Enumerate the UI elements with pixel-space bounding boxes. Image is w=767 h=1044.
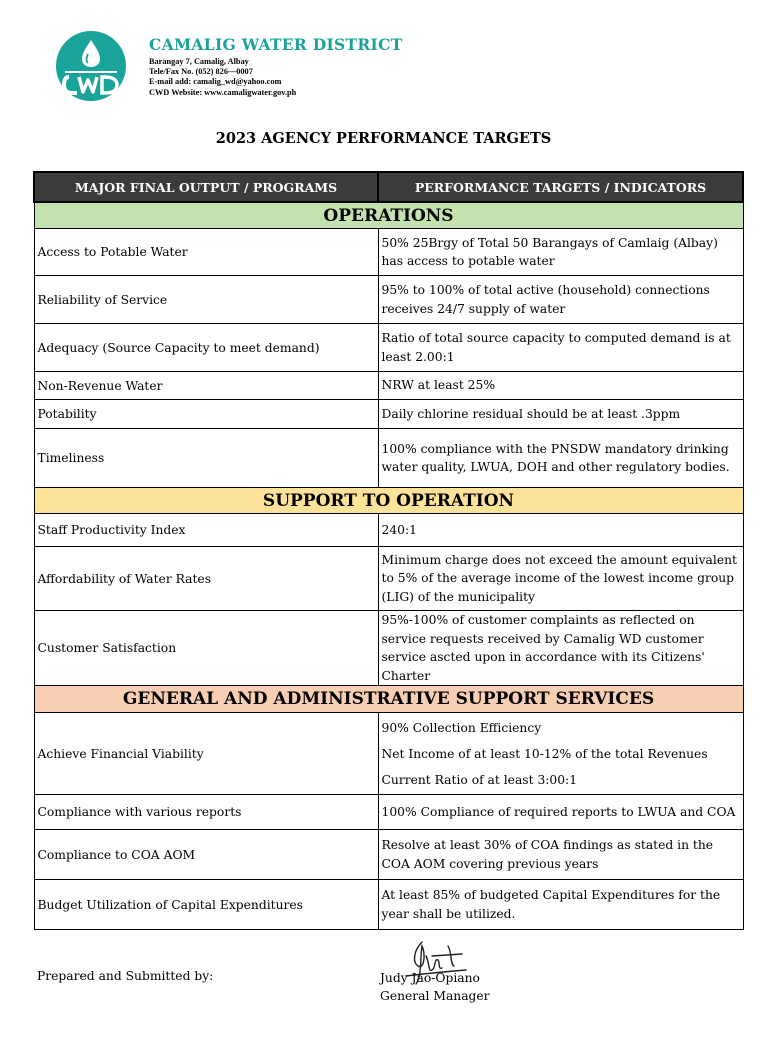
signer-title: General Manager bbox=[380, 989, 490, 1003]
program-cell: Achieve Financial Viability bbox=[34, 713, 378, 795]
signer-block bbox=[380, 969, 490, 1005]
table-row bbox=[34, 372, 743, 400]
cwd-logo-icon bbox=[55, 30, 127, 102]
table-row bbox=[34, 429, 743, 488]
section-row-support-to-operation bbox=[34, 488, 743, 514]
target-cell: 100% Compliance of required reports to LWUA and COA bbox=[378, 795, 743, 830]
org-website: CWD Website: www.camaligwater.gov.ph bbox=[149, 87, 297, 97]
table-row bbox=[34, 400, 743, 429]
target-cell: At least 85% of budgeted Capital Expenditures for the year shall be utilized. bbox=[378, 880, 743, 930]
target-cell: 95%-100% of customer complaints as reflected on service requests received by Camalig WD customer service ascted upon in accordance with its Citizens' Charter bbox=[378, 611, 743, 686]
program-cell: Non-Revenue Water bbox=[34, 372, 378, 400]
target-line: 90% Collection Efficiency bbox=[381, 720, 542, 735]
org-address: Barangay 7, Camalig, Albay bbox=[149, 57, 249, 66]
org-name: CAMALIG WATER DISTRICT bbox=[149, 35, 403, 54]
program-cell: Compliance with various reports bbox=[34, 795, 378, 830]
table-row bbox=[34, 547, 743, 611]
table-row bbox=[34, 324, 743, 372]
target-cell: NRW at least 25% bbox=[378, 372, 743, 400]
target-cell: 95% to 100% of total active (household) connections receives 24/7 supply of water bbox=[378, 276, 743, 324]
prepared-by-label: Prepared and Submitted by: bbox=[37, 969, 214, 983]
org-telefax: Tele/Fax No. (052) 826—0007 bbox=[149, 67, 253, 77]
signer-name: Judy Jao-Opiano bbox=[380, 971, 480, 985]
program-cell: Potability bbox=[34, 400, 378, 429]
section-title: SUPPORT TO OPERATION bbox=[34, 488, 743, 514]
target-cell: 50% 25Brgy of Total 50 Barangays of Camlaig (Albay) has access to potable water bbox=[378, 229, 743, 276]
section-title: OPERATIONS bbox=[34, 202, 743, 229]
table-header-row bbox=[34, 172, 743, 202]
section-title: GENERAL AND ADMINISTRATIVE SUPPORT SERVICES bbox=[34, 686, 743, 713]
target-line: Net Income of at least 10-12% of the total Revenues bbox=[381, 746, 708, 761]
target-cell: 240:1 bbox=[378, 514, 743, 547]
program-cell: Adequacy (Source Capacity to meet demand) bbox=[34, 324, 378, 372]
table-row bbox=[34, 514, 743, 547]
program-cell: Customer Satisfaction bbox=[34, 611, 378, 686]
program-cell: Reliability of Service bbox=[34, 276, 378, 324]
section-row-operations bbox=[34, 202, 743, 229]
target-cell: Ratio of total source capacity to computed demand is at least 2.00:1 bbox=[378, 324, 743, 372]
target-cell: Resolve at least 30% of COA findings as stated in the COA AOM covering previous years bbox=[378, 830, 743, 880]
letterhead bbox=[55, 30, 475, 104]
target-cell bbox=[378, 713, 743, 795]
table-row bbox=[34, 880, 743, 930]
program-cell: Affordability of Water Rates bbox=[34, 547, 378, 611]
program-cell: Budget Utilization of Capital Expenditures bbox=[34, 880, 378, 930]
column-header-programs: MAJOR FINAL OUTPUT / PROGRAMS bbox=[34, 172, 378, 202]
org-email: E-mail add: camalig_wd@yahoo.com bbox=[149, 77, 282, 87]
target-line: Current Ratio of at least 3:00:1 bbox=[381, 772, 578, 787]
column-header-targets: PERFORMANCE TARGETS / INDICATORS bbox=[378, 172, 743, 202]
performance-targets-table bbox=[33, 171, 744, 930]
table-row bbox=[34, 611, 743, 686]
target-cell: 100% compliance with the PNSDW mandatory drinking water quality, LWUA, DOH and other regulatory bodies. bbox=[378, 429, 743, 488]
table-row bbox=[34, 276, 743, 324]
table-row bbox=[34, 713, 743, 795]
org-info bbox=[149, 35, 403, 98]
program-cell: Staff Productivity Index bbox=[34, 514, 378, 547]
program-cell: Access to Potable Water bbox=[34, 229, 378, 276]
table-row bbox=[34, 795, 743, 830]
target-cell: Daily chlorine residual should be at least .3ppm bbox=[378, 400, 743, 429]
program-cell: Timeliness bbox=[34, 429, 378, 488]
document-title: 2023 AGENCY PERFORMANCE TARGETS bbox=[215, 130, 552, 147]
table-row bbox=[34, 830, 743, 880]
program-cell: Compliance to COA AOM bbox=[34, 830, 378, 880]
table-row bbox=[34, 229, 743, 276]
target-cell: Minimum charge does not exceed the amount equivalent to 5% of the average income of the lowest income group (LIG) of the municipality bbox=[378, 547, 743, 611]
section-row-general-admin bbox=[34, 686, 743, 713]
